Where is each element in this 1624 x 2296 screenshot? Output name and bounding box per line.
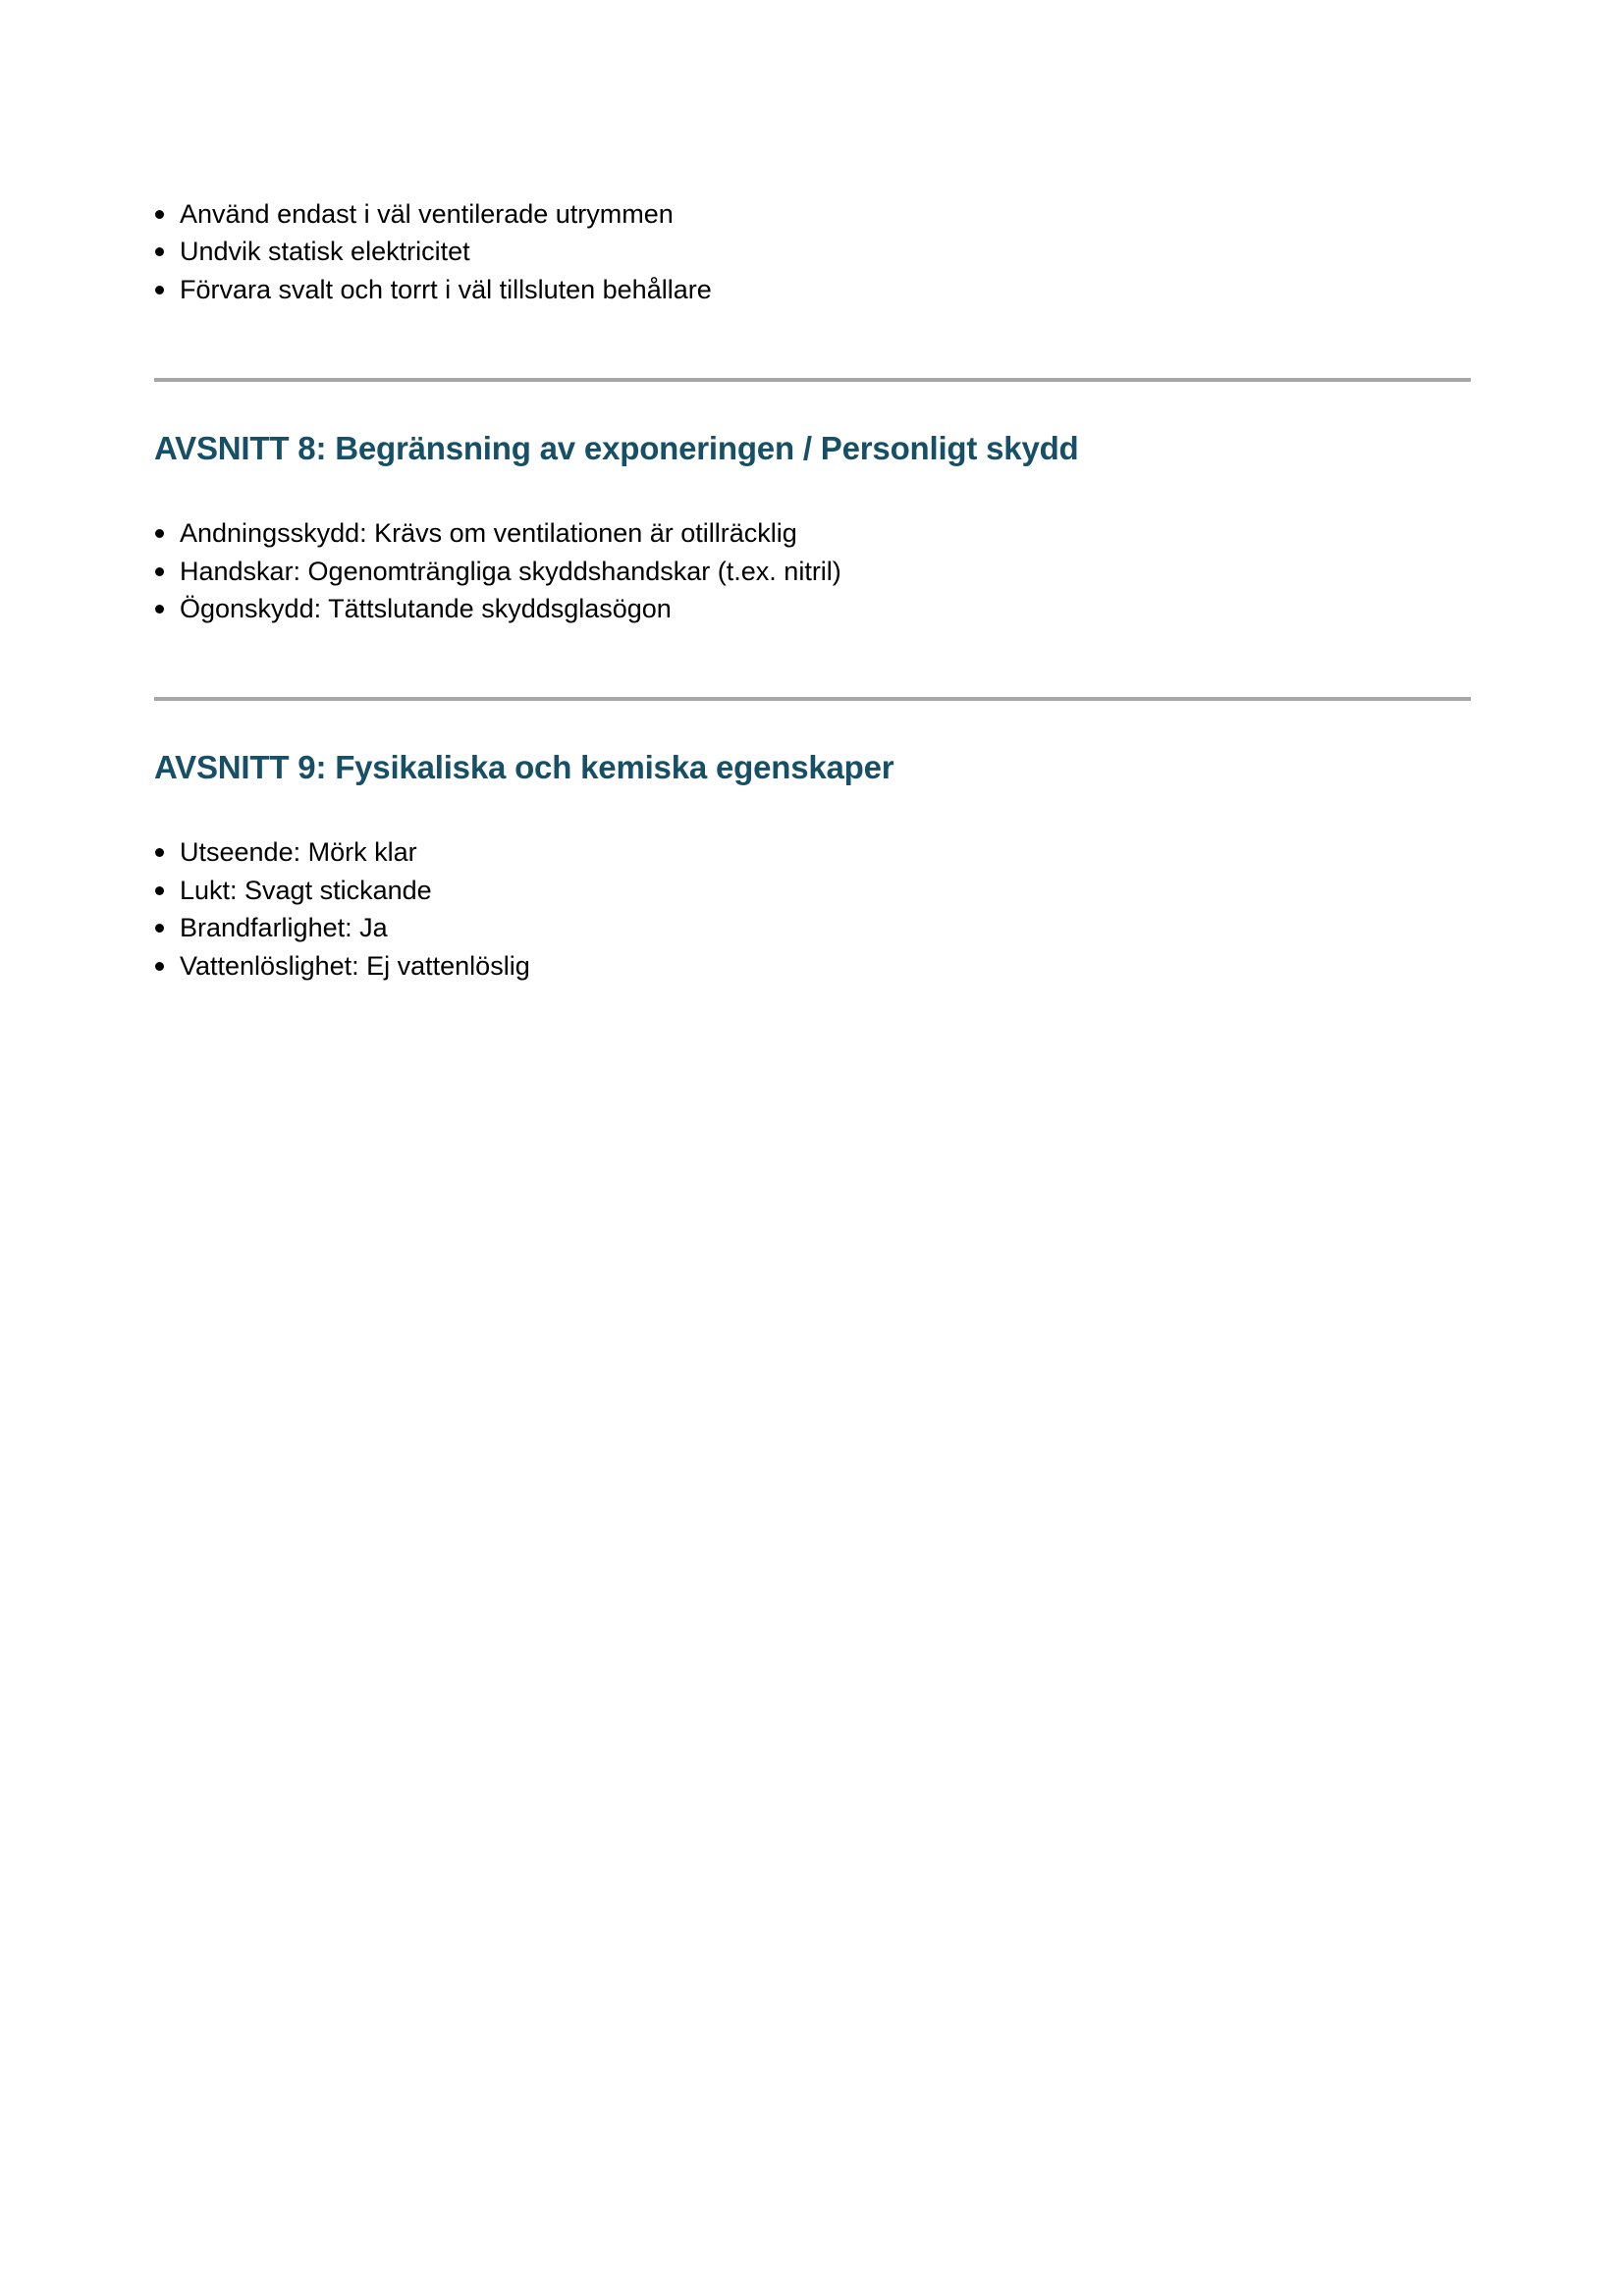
list-item: Undvik statisk elektricitet	[154, 233, 1471, 270]
section-divider	[154, 697, 1471, 701]
list-item: Utseende: Mörk klar	[154, 833, 1471, 871]
list-item: Lukt: Svagt stickande	[154, 872, 1471, 909]
list-item: Ögonskydd: Tättslutande skyddsglasögon	[154, 590, 1471, 627]
section-9-list	[154, 833, 1471, 985]
list-item: Brandfarlighet: Ja	[154, 909, 1471, 946]
section-divider	[154, 378, 1471, 382]
precautions-list	[154, 195, 1471, 308]
section-8-list	[154, 514, 1471, 627]
list-item: Handskar: Ogenomträngliga skyddshandskar (t.ex. nitril)	[154, 553, 1471, 590]
list-item: Vattenlöslighet: Ej vattenlöslig	[154, 947, 1471, 985]
section-8-heading: AVSNITT 8: Begränsning av exponeringen / Personligt skydd	[154, 430, 1079, 467]
list-item: Använd endast i väl ventilerade utrymmen	[154, 195, 1471, 233]
list-item: Andningsskydd: Krävs om ventilationen är otillräcklig	[154, 514, 1471, 552]
section-9-heading: AVSNITT 9: Fysikaliska och kemiska egenskaper	[154, 749, 894, 786]
list-item: Förvara svalt och torrt i väl tillsluten behållare	[154, 271, 1471, 308]
